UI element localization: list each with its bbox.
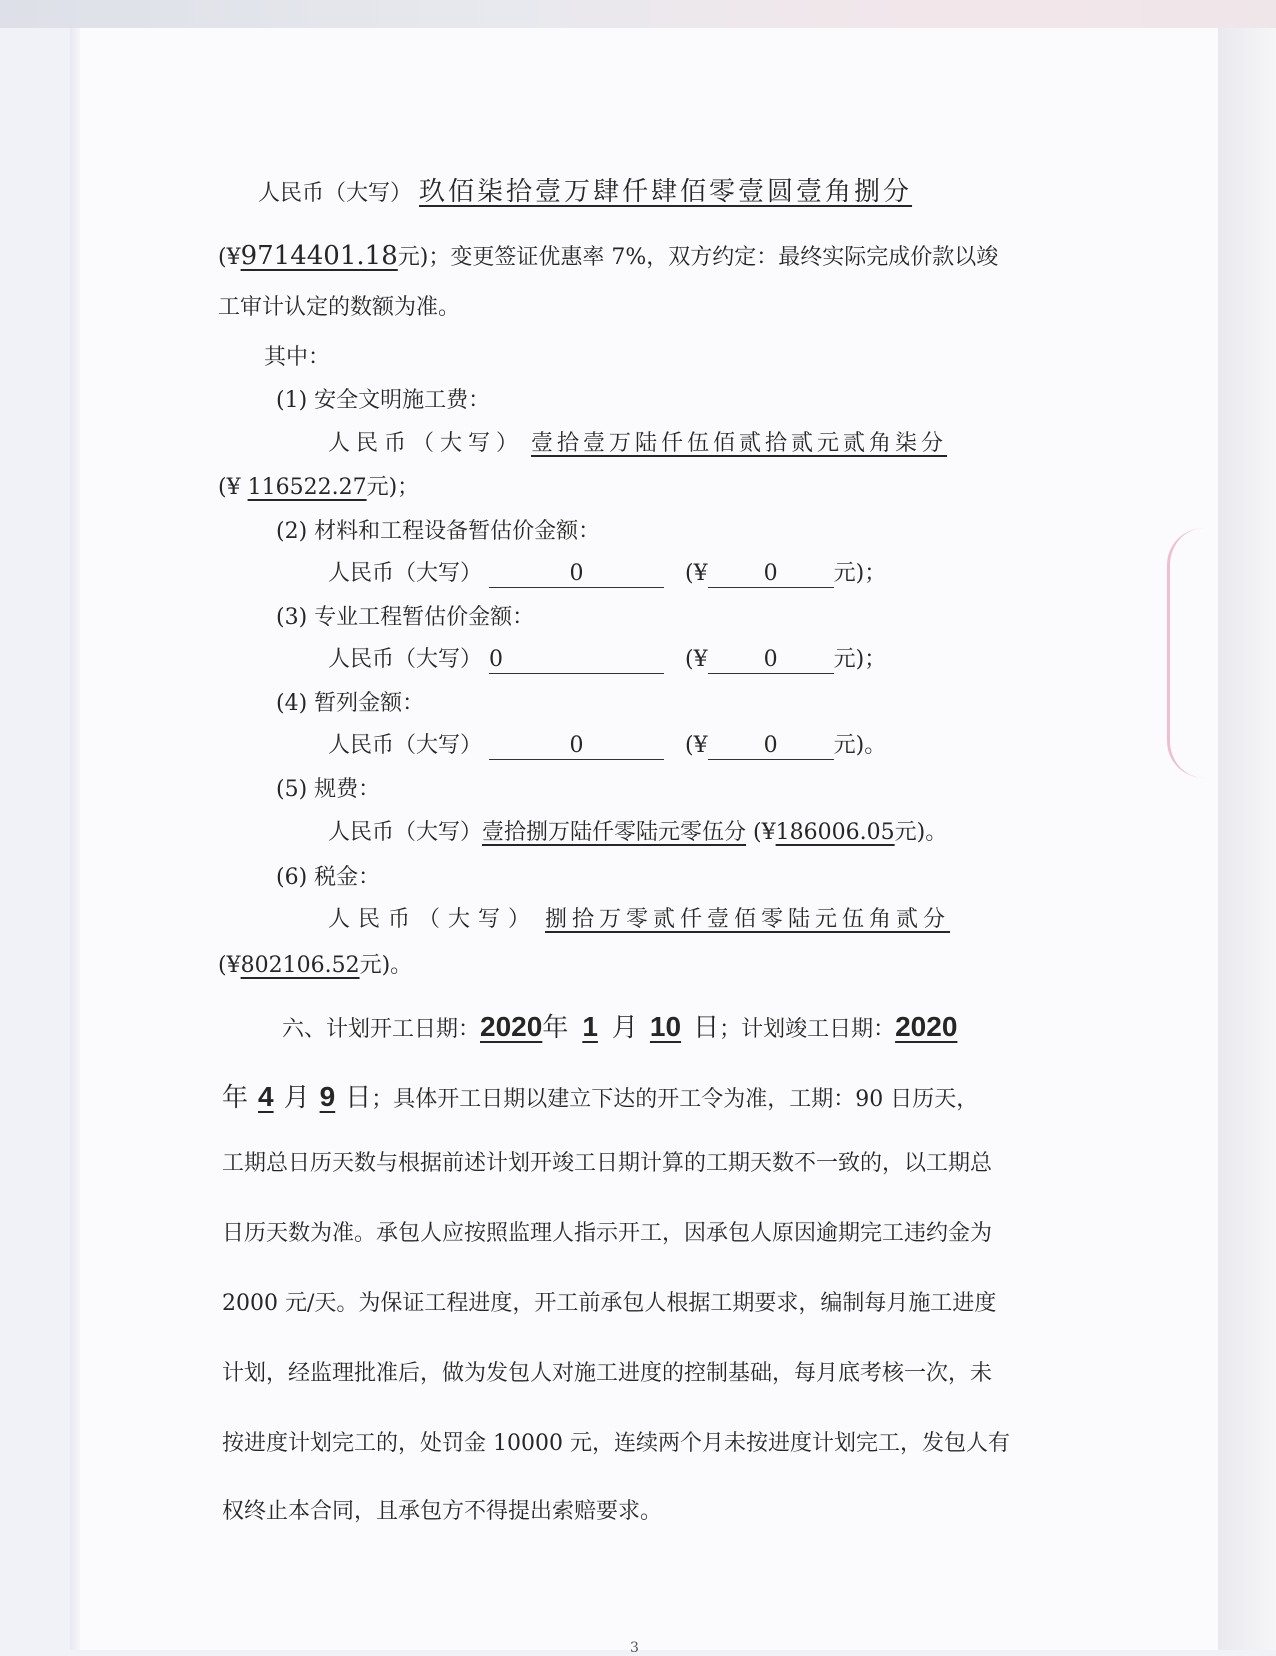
item-provisional-figures: 0	[708, 733, 834, 760]
item-tax-title: (6) 税金：	[276, 865, 381, 890]
item-materials-figures: 0	[708, 561, 834, 588]
item-special-title: (3) 专业工程暂估价金额：	[276, 605, 535, 630]
item-fees-figures: 186006.05	[775, 820, 895, 845]
figures-open: (¥	[218, 475, 241, 500]
scan-right-edge	[1218, 28, 1276, 1650]
figures-close: 元)；	[833, 561, 887, 586]
item-tax-words-line	[328, 904, 950, 936]
item-fees-words: 壹拾捌万陆仟零陆元零伍分	[482, 820, 747, 845]
rmb-label: 人民币（大写）	[328, 907, 539, 932]
item-safety-figures-line	[218, 472, 419, 504]
figures-open: (¥	[685, 647, 708, 672]
rmb-label: 人民币（大写）	[328, 647, 483, 672]
unit-year: 年	[222, 1083, 249, 1113]
end-year: 2020	[895, 1011, 958, 1042]
item-fees-title: (5) 规费：	[276, 777, 381, 802]
start-year: 2020	[480, 1011, 543, 1042]
item-materials-words: 0	[489, 561, 664, 588]
red-seal-edge	[1167, 528, 1204, 778]
end-day: 9	[319, 1081, 336, 1112]
breakdown-heading: 其中：	[264, 345, 331, 370]
figures-close: 元)。	[894, 820, 948, 845]
schedule-line4: 日历天数为准。承包人应按照监理人指示开工，因承包人原因逾期完工违约金为	[222, 1221, 993, 1246]
unit-month: 月	[283, 1083, 310, 1113]
schedule-line1	[282, 1008, 957, 1049]
amount-in-words: 玖佰柒拾壹万肆仟肆佰零壹圆壹角捌分	[419, 177, 913, 207]
schedule-line8: 权终止本合同，且承包方不得提出索赔要求。	[222, 1499, 663, 1524]
page-fold-shadow	[70, 28, 80, 1650]
rmb-label: 人民币（大写）	[328, 820, 483, 845]
contract-price-line3: 工审计认定的数额为准。	[218, 295, 461, 320]
item-provisional-title: (4) 暂列金额：	[276, 691, 425, 716]
item-provisional-words: 0	[489, 733, 664, 760]
rmb-label: 人民币（大写）	[258, 181, 413, 206]
schedule-line3: 工期总日历天数与根据前述计划开竣工日期计算的工期天数不一致的，以工期总	[222, 1151, 993, 1176]
item-special-line	[328, 644, 886, 676]
item-special-words: 0	[489, 647, 664, 674]
figures-open: (¥	[218, 953, 241, 978]
item-materials-line	[328, 558, 886, 590]
item-tax-figures-line	[218, 950, 412, 982]
item-special-figures: 0	[708, 647, 834, 674]
item-materials-title: (2) 材料和工程设备暂估价金额：	[276, 519, 601, 544]
rmb-label: 人民币（大写）	[328, 431, 525, 456]
item-safety-title: (1) 安全文明施工费：	[276, 388, 491, 413]
schedule-line5: 2000 元/天。为保证工程进度，开工前承包人根据工期要求，编制每月施工进度	[222, 1291, 997, 1316]
schedule-line6: 计划，经监理批准后，做为发包人对施工进度的控制基础，每月底考核一次，未	[222, 1361, 993, 1386]
figures-open: (¥	[685, 733, 708, 758]
page-number: 3	[630, 1640, 639, 1656]
item-safety-words-line	[328, 428, 947, 460]
figures-close: 元)；	[833, 647, 887, 672]
rmb-label: 人民币（大写）	[328, 733, 483, 758]
figures-close: 元)；	[366, 475, 420, 500]
item-fees-line	[328, 817, 947, 849]
rmb-label: 人民币（大写）	[328, 561, 483, 586]
figures-open: (¥	[753, 820, 776, 845]
amount-in-figures: 9714401.18	[240, 241, 398, 271]
schedule-line7: 按进度计划完工的，处罚金 10000 元，连续两个月未按进度计划完工，发包人有	[222, 1431, 1010, 1456]
amount-close-text: 元)；变更签证优惠率 7%，双方约定：最终实际完成价款以竣	[397, 245, 999, 270]
unit-day: 日	[693, 1013, 720, 1043]
unit-day: 日	[345, 1083, 372, 1113]
start-day: 10	[649, 1011, 682, 1042]
figures-open: (¥	[685, 561, 708, 586]
unit-year: 年	[542, 1013, 569, 1043]
item-provisional-line	[328, 730, 886, 762]
schedule-start-label: 六、计划开工日期：	[282, 1017, 481, 1042]
contract-price-figures-line	[218, 240, 998, 274]
end-month: 4	[258, 1081, 274, 1112]
unit-month: 月	[611, 1013, 638, 1043]
amount-open: (¥	[218, 245, 241, 270]
item-tax-figures: 802106.52	[240, 953, 360, 978]
schedule-line2	[222, 1078, 978, 1119]
start-month: 1	[582, 1011, 598, 1042]
scan-top-band	[0, 0, 1276, 28]
contract-price-line	[258, 176, 912, 210]
schedule-line2-text: ；具体开工日期以建立下达的开工令为准，工期：90 日历天，	[371, 1087, 979, 1112]
item-safety-figures: 116522.27	[247, 475, 367, 500]
schedule-end-label: ；计划竣工日期：	[719, 1017, 896, 1042]
figures-close: 元)。	[359, 953, 413, 978]
item-safety-words: 壹拾壹万陆仟伍佰贰拾贰元贰角柒分	[531, 431, 948, 456]
item-tax-words: 捌拾万零贰仟壹佰零陆元伍角贰分	[545, 907, 951, 932]
figures-close: 元)。	[833, 733, 887, 758]
